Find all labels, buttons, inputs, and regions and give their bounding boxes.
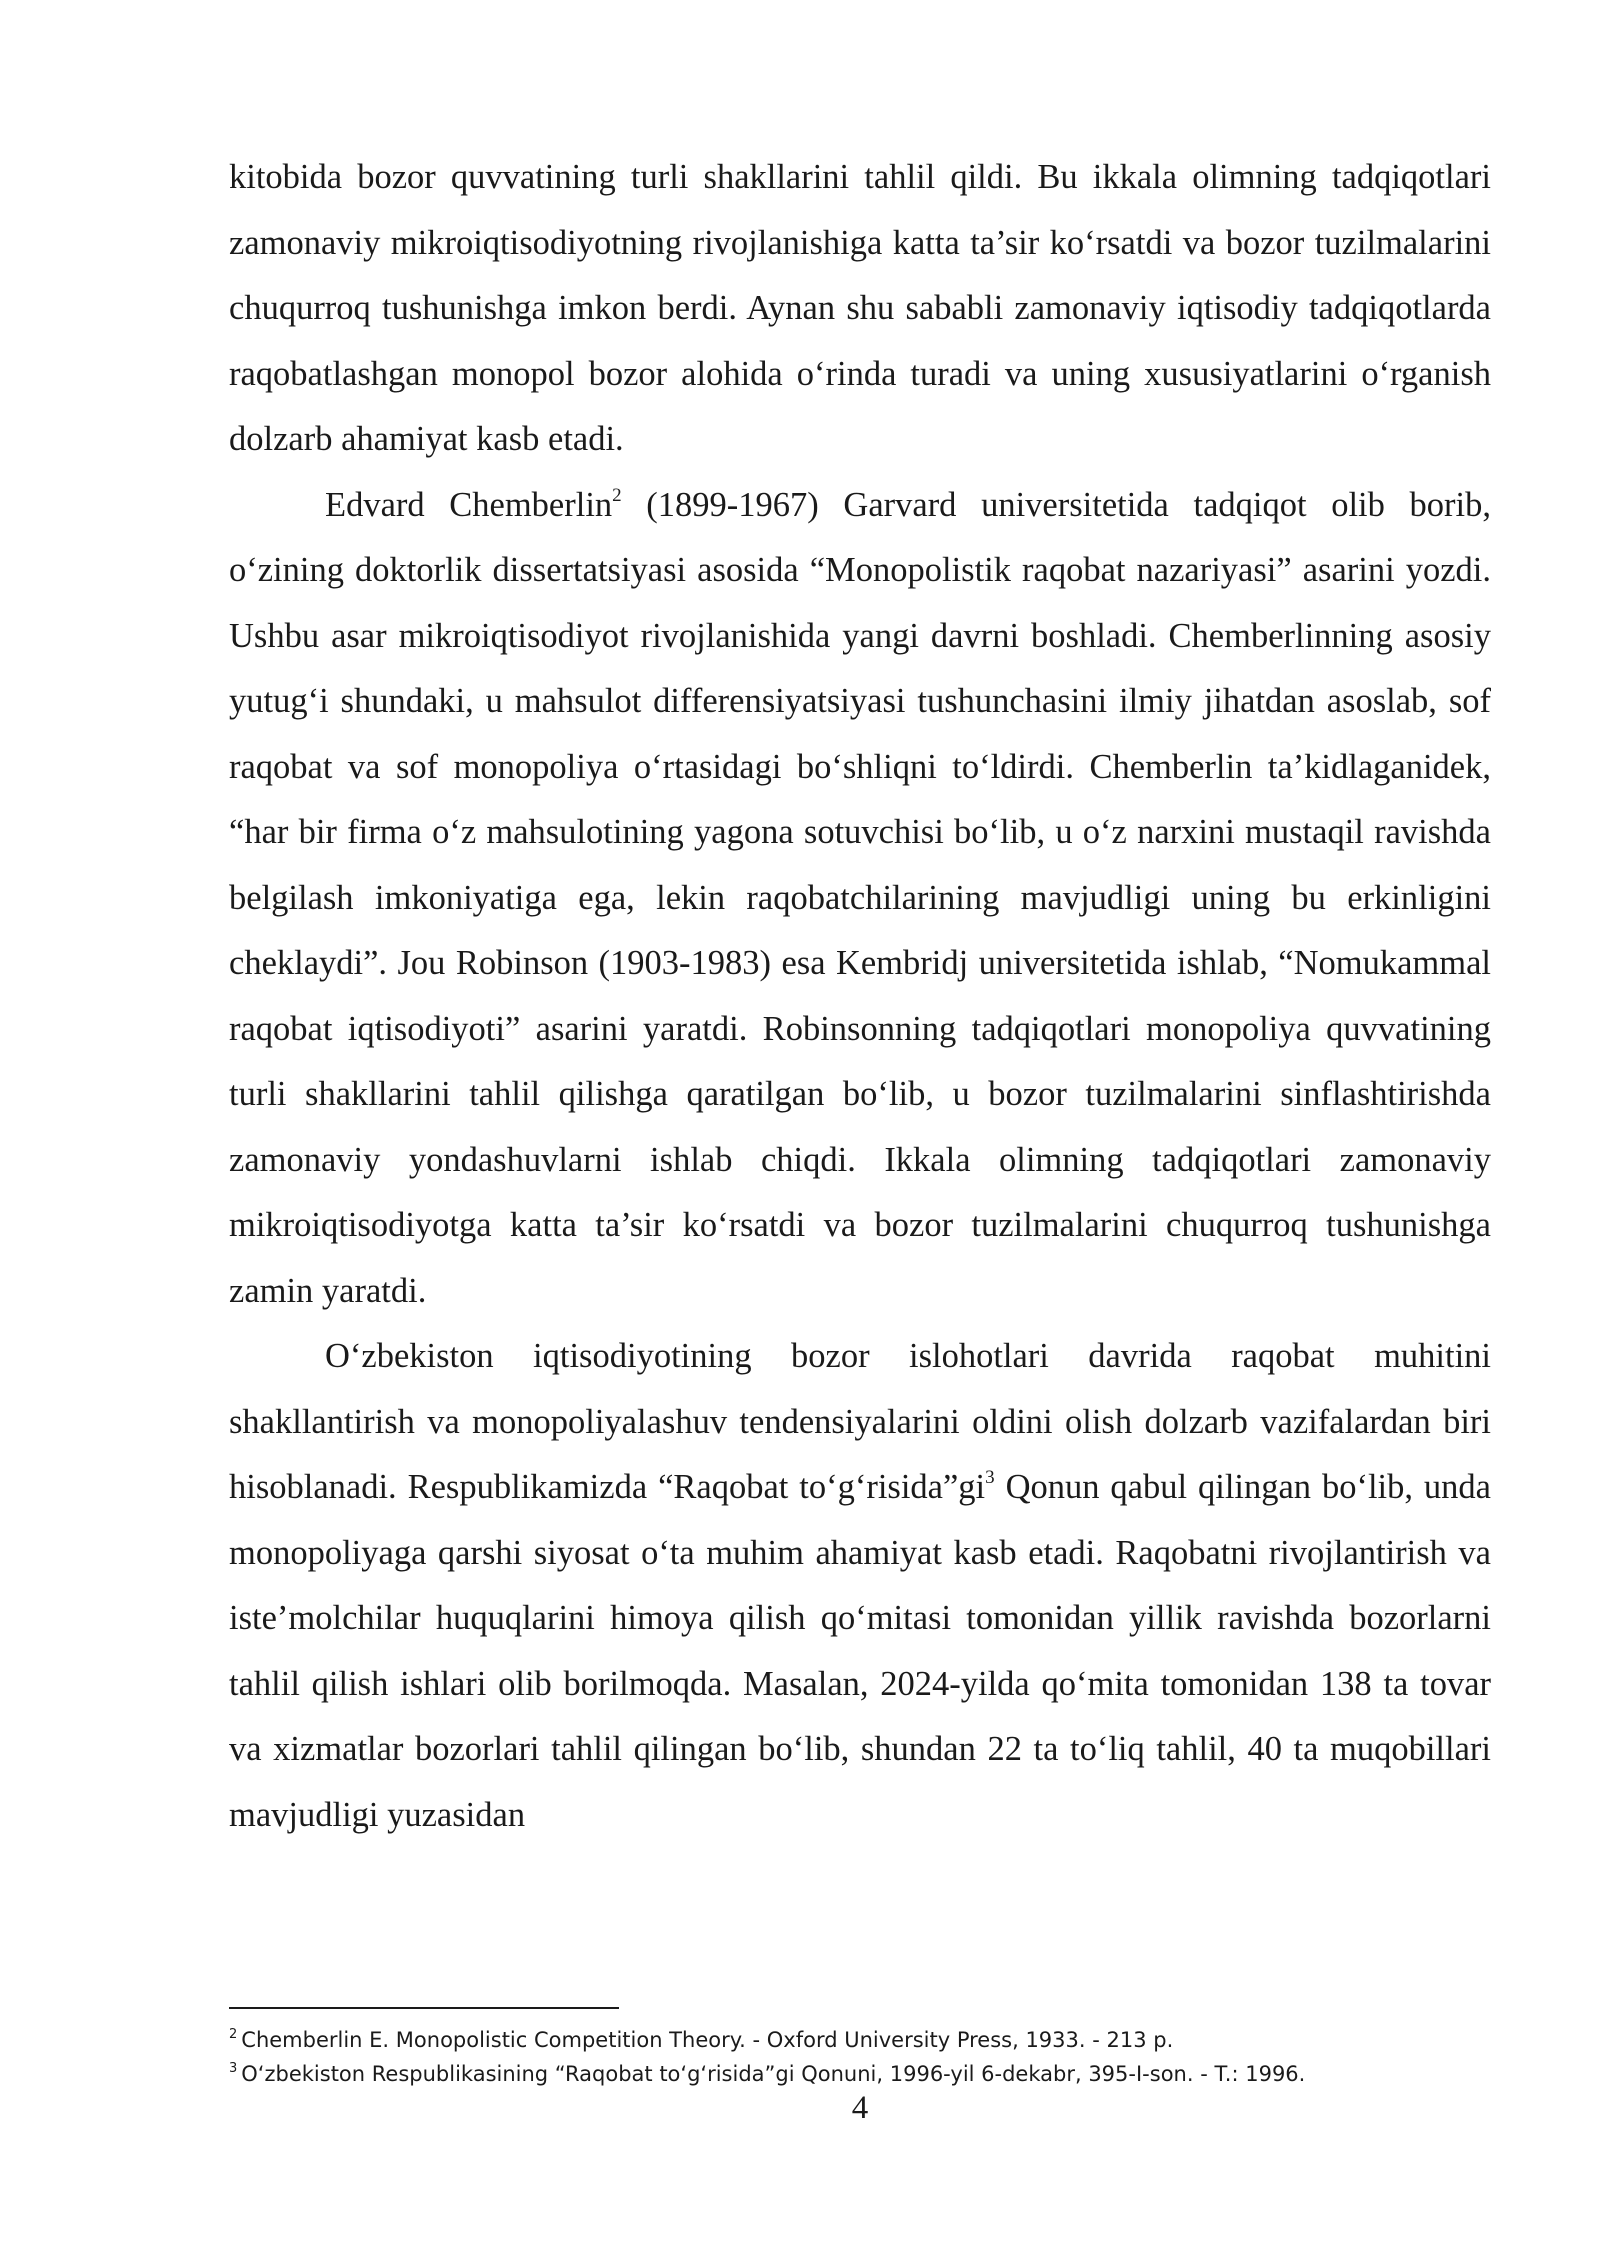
paragraph-2 [229, 473, 1491, 1325]
footnote-reference-3[interactable]: 3 [985, 1467, 995, 1488]
footnote-text: Chemberlin E. Monopolistic Competition Theory. - Oxford University Press, 1933. - 213 p. [241, 2028, 1174, 2052]
footnote-number: 2 [229, 2027, 238, 2042]
footnote-2 [229, 2023, 1491, 2057]
document-body [229, 145, 1491, 1848]
page-number: 4 [851, 2090, 869, 2126]
footnotes [229, 2023, 1491, 2091]
paragraph-2-text-start: Edvard Chemberlin [325, 485, 613, 524]
paragraph-3-text-start: O‘zbekiston iqtisodiyotining bozor islohotlari davrida raqobat muhitini shakllantirish va monopoliyalashuv tendensiyalarini oldini olish dolzarb vazifalardan biri hisoblanadi. Respublikamizda “Raqobat to‘g‘risida”gi [229, 1337, 1491, 1506]
footnote-text: O‘zbekiston Respublikasining “Raqobat to‘g‘risida”gi Qonuni, 1996-yil 6-dekabr, 395-I-son. - T.: 1996. [241, 2062, 1306, 2086]
footnote-number: 3 [229, 2061, 238, 2076]
paragraph-3-text-end: Qonun qabul qilingan bo‘lib, unda monopoliyaga qarshi siyosat o‘ta muhim ahamiyat kasb etadi. Raqobatni rivojlantirish va iste’molchilar huquqlarini himoya qilish qo‘mitasi tomonidan yillik ravishda bozorlarni tahlil qilish ishlari olib borilmoqda. Masalan, 2024-yilda qo‘mita tomonidan 138 ta tovar va xizmatlar bozorlari tahlil qilingan bo‘lib, shundan 22 ta to‘liq tahlil, 40 ta muqobillari mavjudligi yuzasidan [229, 1468, 1491, 1834]
paragraph-3 [229, 1324, 1491, 1848]
paragraph-2-text-end: (1899-1967) Garvard universitetida tadqiqot olib borib, o‘zining doktorlik dissertatsiyasi asosida “Monopolistik raqobat nazariyasi” asarini yozdi. Ushbu asar mikroiqtisodiyot rivojlanishida yangi davrni boshladi. Chemberlinning asosiy yutug‘i shundaki, u mahsulot differensiyatsiyasi tushunchasini ilmiy jihatdan asoslab, sof raqobat va sof monopoliya o‘rtasidagi bo‘shliqni to‘ldirdi. Chemberlin ta’kidlaganidek, “har bir firma o‘z mahsulotining yagona sotuvchisi bo‘lib, u o‘z narxini mustaqil ravishda belgilash imkoniyatiga ega, lekin raqobatchilarining mavjudligi uning bu erkinligini cheklaydi”. Jou Robinson (1903-1983) esa Kembridj universitetida ishlab, “Nomukammal raqobat iqtisodiyoti” asarini yaratdi. Robinsonning tadqiqotlari monopoliya quvvatining turli shakllarini tahlil qilishga qaratilgan bo‘lib, u bozor tuzilmalarini sinflashtirishda zamonaviy yondashuvlarni ishlab chiqdi. Ikkala olimning tadqiqotlari zamonaviy mikroiqtisodiyotga katta ta’sir ko‘rsatdi va bozor tuzilmalarini chuqurroq tushunishga zamin yaratdi. [229, 485, 1491, 1310]
footnote-separator [229, 2007, 619, 2009]
footnote-3 [229, 2057, 1491, 2091]
paragraph-1: kitobida bozor quvvatining turli shakllarini tahlil qildi. Bu ikkala olimning tadqiqotlari zamonaviy mikroiqtisodiyotning rivojlanishiga katta ta’sir ko‘rsatdi va bozor tuzilmalarini chuqurroq tushunishga imkon berdi. Aynan shu sababli zamonaviy iqtisodiy tadqiqotlarda raqobatlashgan monopol bozor alohida o‘rinda turadi va uning xususiyatlarini o‘rganish dolzarb ahamiyat kasb etadi. [229, 158, 1491, 458]
footnote-reference-2[interactable]: 2 [612, 484, 622, 506]
